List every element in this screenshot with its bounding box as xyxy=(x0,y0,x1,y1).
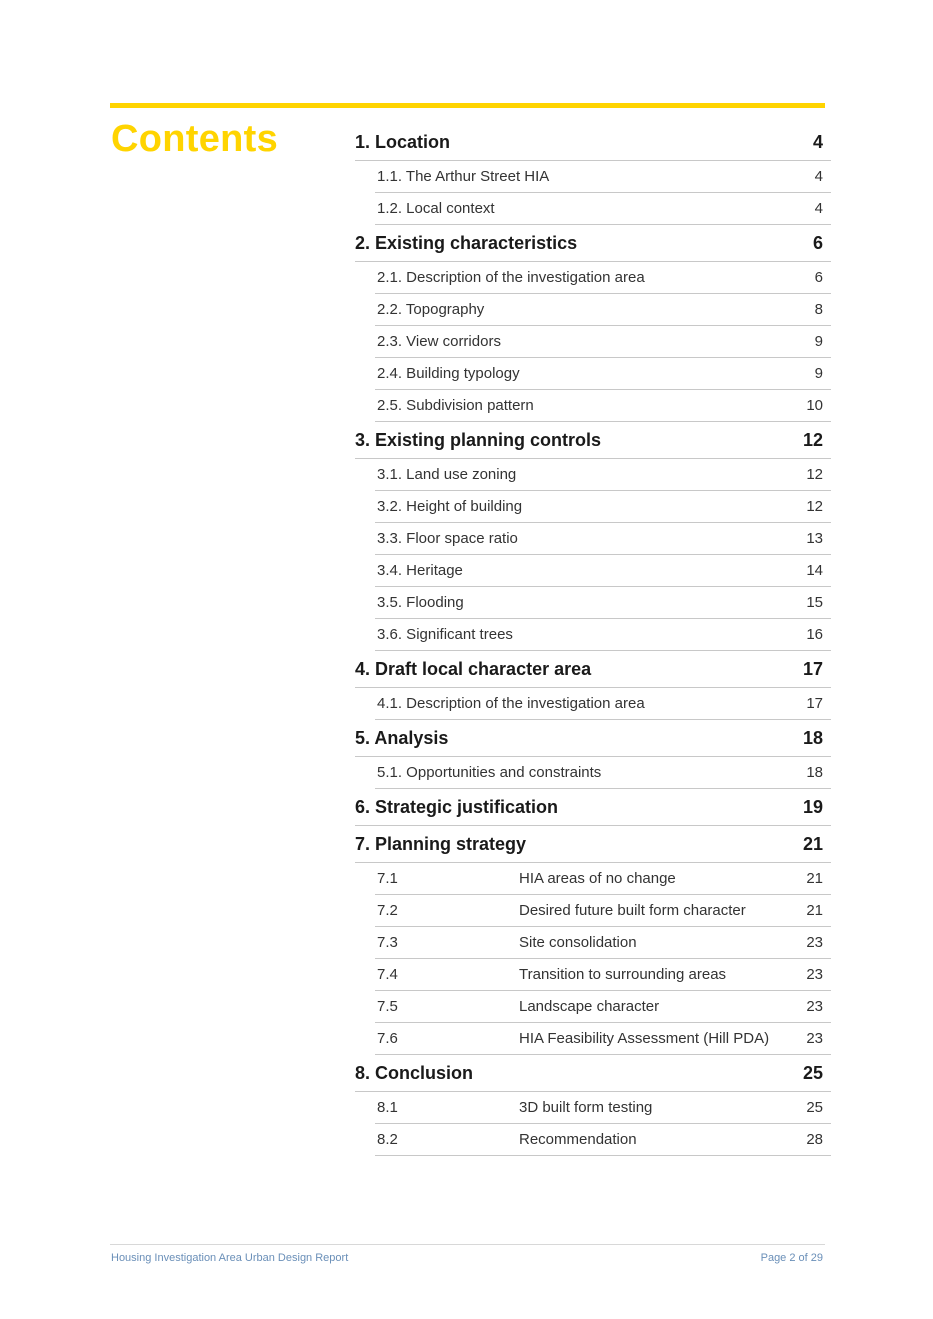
toc-subsection-entry[interactable] xyxy=(375,491,831,523)
toc-subsection-title: 2.3. View corridors xyxy=(377,333,501,350)
table-of-contents xyxy=(355,124,831,1156)
toc-subsection-title: 3.5. Flooding xyxy=(377,594,464,611)
toc-subsection-page: 23 xyxy=(806,998,823,1015)
toc-subsection-title: Desired future built form character xyxy=(519,902,746,919)
toc-subsection-entry[interactable] xyxy=(375,523,831,555)
toc-subsection-page: 15 xyxy=(806,594,823,611)
toc-subsection-title: HIA areas of no change xyxy=(519,870,676,887)
toc-subsection-title: Landscape character xyxy=(519,998,660,1015)
toc-section-page: 4 xyxy=(812,131,823,152)
toc-section-entry[interactable] xyxy=(355,826,831,863)
toc-subsection-page: 9 xyxy=(814,365,823,382)
toc-section-title: 7. Planning strategy xyxy=(355,833,527,854)
toc-subsection-entry[interactable] xyxy=(375,193,831,225)
toc-section-title: 2. Existing characteristics xyxy=(355,232,578,253)
toc-subsection-page: 21 xyxy=(806,870,823,887)
toc-subsection-entry[interactable] xyxy=(375,991,831,1023)
toc-subsection-page: 28 xyxy=(806,1131,823,1148)
toc-subsection-title: Site consolidation xyxy=(519,934,637,951)
toc-subsection-entry[interactable] xyxy=(375,1023,831,1055)
toc-subsection-title: 3.6. Significant trees xyxy=(377,626,513,643)
toc-subsection-entry[interactable] xyxy=(375,262,831,294)
toc-subsection-page: 13 xyxy=(806,530,823,547)
toc-subsection-number: 8.1 xyxy=(377,1099,398,1116)
toc-subsection-page: 14 xyxy=(806,562,823,579)
toc-subsection-entry[interactable] xyxy=(375,895,831,927)
toc-section-title: 1. Location xyxy=(355,131,451,152)
toc-section-page: 6 xyxy=(812,232,823,253)
toc-section-page: 12 xyxy=(802,429,823,450)
toc-section-entry[interactable] xyxy=(355,422,831,459)
toc-subsection-entry[interactable] xyxy=(375,757,831,789)
toc-section-page: 17 xyxy=(802,658,823,679)
toc-subsection-page: 8 xyxy=(814,301,823,318)
toc-section-title: 8. Conclusion xyxy=(355,1062,474,1083)
toc-subsection-page: 12 xyxy=(806,466,823,483)
toc-section-page: 19 xyxy=(802,796,823,817)
toc-subsection-entry[interactable] xyxy=(375,326,831,358)
toc-subsection-number: 7.4 xyxy=(377,966,398,983)
toc-subsection-title: 3.4. Heritage xyxy=(377,562,463,579)
toc-subsection-entry[interactable] xyxy=(375,459,831,491)
toc-section-title: 3. Existing planning controls xyxy=(355,429,602,450)
toc-subsection-title: 4.1. Description of the investigation area xyxy=(377,695,645,712)
toc-subsection-entry[interactable] xyxy=(375,619,831,651)
toc-subsection-title: Recommendation xyxy=(519,1131,637,1148)
toc-subsection-page: 23 xyxy=(806,966,823,983)
toc-subsection-page: 4 xyxy=(814,168,823,185)
toc-subsection-entry[interactable] xyxy=(375,294,831,326)
toc-subsection-entry[interactable] xyxy=(375,1124,831,1156)
toc-subsection-page: 10 xyxy=(806,397,823,414)
toc-subsection-number: 7.2 xyxy=(377,902,398,919)
toc-section-entry[interactable] xyxy=(355,720,831,757)
toc-section-entry[interactable] xyxy=(355,225,831,262)
toc-subsection-entry[interactable] xyxy=(375,390,831,422)
toc-subsection-page: 9 xyxy=(814,333,823,350)
toc-section-entry[interactable] xyxy=(355,124,831,161)
footer-divider xyxy=(110,1244,825,1245)
toc-subsection-title: 2.4. Building typology xyxy=(377,365,520,382)
toc-subsection-page: 6 xyxy=(814,269,823,286)
toc-subsection-page: 25 xyxy=(806,1099,823,1116)
toc-subsection-page: 18 xyxy=(806,764,823,781)
footer-document-title: Housing Investigation Area Urban Design Report xyxy=(111,1252,349,1264)
toc-subsection-title: 2.1. Description of the investigation area xyxy=(377,269,645,286)
toc-subsection-entry[interactable] xyxy=(375,1092,831,1124)
toc-subsection-title: 3D built form testing xyxy=(519,1099,653,1116)
toc-subsection-title: 3.1. Land use zoning xyxy=(377,466,517,483)
toc-section-page: 21 xyxy=(802,833,823,854)
toc-subsection-entry[interactable] xyxy=(375,555,831,587)
toc-subsection-entry[interactable] xyxy=(375,358,831,390)
toc-subsection-entry[interactable] xyxy=(375,688,831,720)
toc-subsection-page: 17 xyxy=(806,695,823,712)
toc-subsection-number: 7.6 xyxy=(377,1030,398,1047)
toc-subsection-title: 1.2. Local context xyxy=(377,200,495,217)
toc-subsection-page: 23 xyxy=(806,934,823,951)
toc-subsection-title: HIA Feasibility Assessment (Hill PDA) xyxy=(519,1030,770,1047)
toc-subsection-title: 1.1. The Arthur Street HIA xyxy=(377,168,550,185)
toc-subsection-number: 7.3 xyxy=(377,934,398,951)
toc-section-entry[interactable] xyxy=(355,789,831,826)
toc-subsection-title: 3.2. Height of building xyxy=(377,498,523,515)
footer-page-number: Page 2 of 29 xyxy=(760,1252,823,1264)
toc-subsection-page: 12 xyxy=(806,498,823,515)
toc-section-entry[interactable] xyxy=(355,1055,831,1092)
toc-subsection-entry[interactable] xyxy=(375,927,831,959)
toc-subsection-entry[interactable] xyxy=(375,959,831,991)
toc-subsection-page: 21 xyxy=(806,902,823,919)
toc-subsection-number: 8.2 xyxy=(377,1131,398,1148)
toc-section-entry[interactable] xyxy=(355,651,831,688)
top-accent-rule xyxy=(110,103,825,108)
toc-subsection-title: 5.1. Opportunities and constraints xyxy=(377,764,602,781)
toc-subsection-page: 23 xyxy=(806,1030,823,1047)
toc-subsection-title: 2.5. Subdivision pattern xyxy=(377,397,534,414)
toc-subsection-entry[interactable] xyxy=(375,161,831,193)
toc-section-title: 4. Draft local character area xyxy=(355,658,592,679)
toc-subsection-number: 7.5 xyxy=(377,998,398,1015)
toc-subsection-entry[interactable] xyxy=(375,863,831,895)
toc-section-title: 5. Analysis xyxy=(355,727,449,748)
toc-section-page: 18 xyxy=(802,727,823,748)
toc-subsection-entry[interactable] xyxy=(375,587,831,619)
toc-section-title: 6. Strategic justification xyxy=(355,796,559,817)
toc-subsection-title: 3.3. Floor space ratio xyxy=(377,530,518,547)
toc-section-page: 25 xyxy=(802,1062,823,1083)
toc-subsection-title: Transition to surrounding areas xyxy=(519,966,727,983)
toc-subsection-page: 16 xyxy=(806,626,823,643)
toc-subsection-number: 7.1 xyxy=(377,870,398,887)
page-title: Contents xyxy=(111,118,279,160)
toc-subsection-page: 4 xyxy=(814,200,823,217)
toc-subsection-title: 2.2. Topography xyxy=(377,301,485,318)
